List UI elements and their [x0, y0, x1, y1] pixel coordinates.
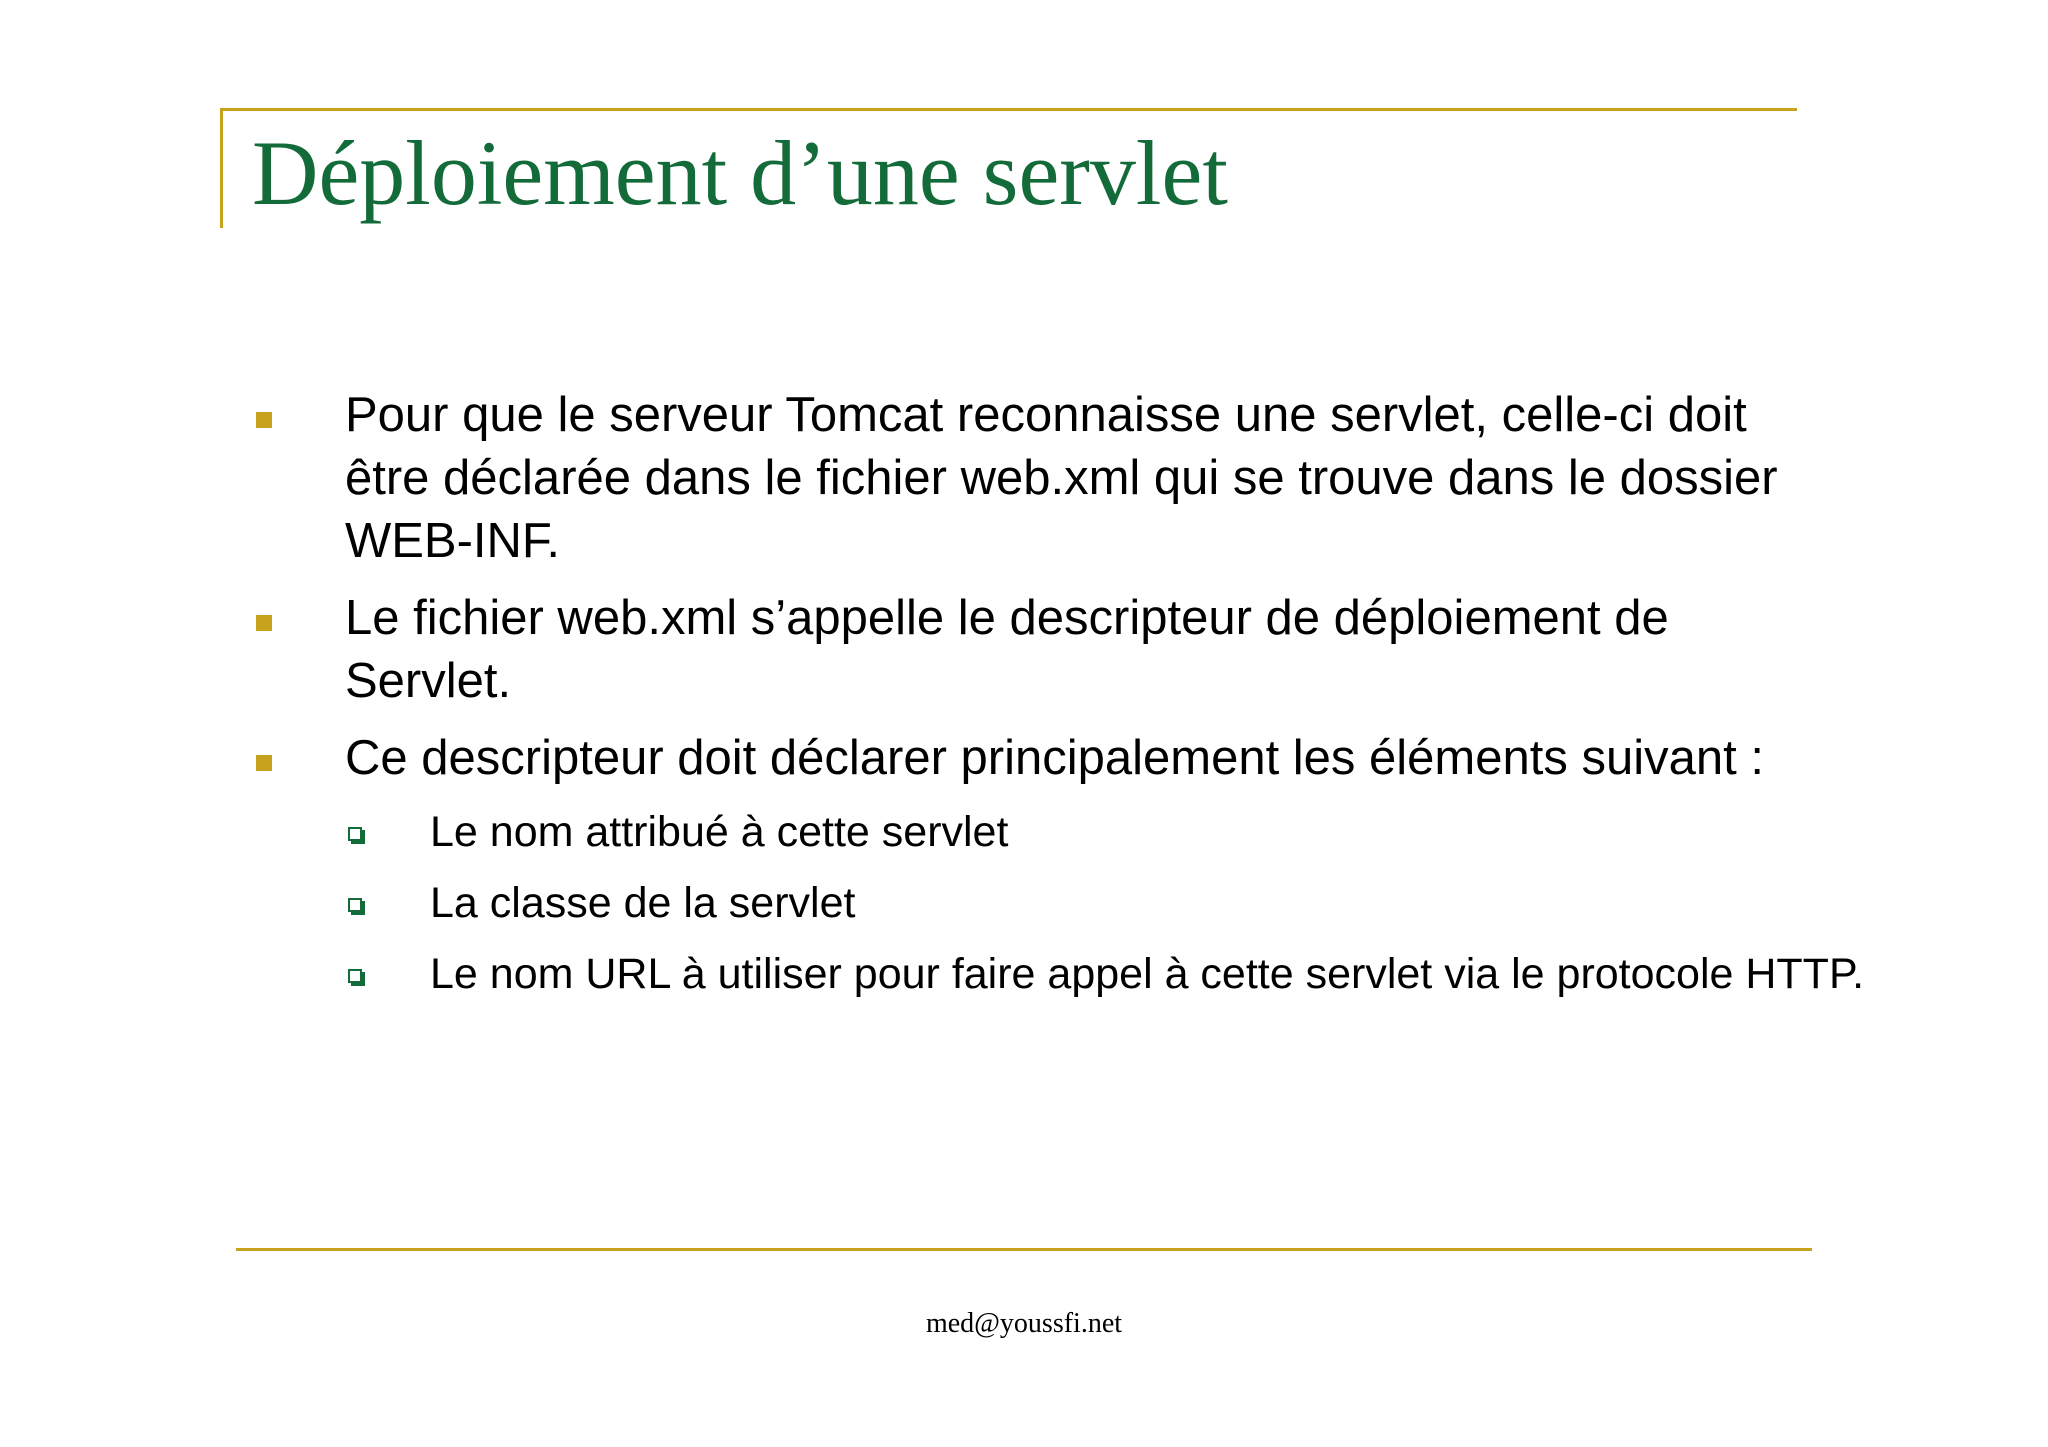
bullet-text-2: Le fichier web.xml s’appelle le descripteur de déploiement de Servlet. — [345, 591, 1669, 708]
sub-bullet-text-1: Le nom attribué à cette servlet — [430, 808, 1009, 856]
square-bullet-icon — [256, 412, 272, 428]
checkbox-bullet-icon — [348, 969, 362, 983]
bullet-text-3: Ce descripteur doit déclarer principalement les éléments suivant : — [345, 731, 1764, 785]
checkbox-bullet-icon — [348, 827, 362, 841]
title-frame-top-rule — [220, 108, 1797, 111]
square-bullet-icon — [256, 755, 272, 771]
footer-rule — [236, 1248, 1812, 1251]
sub-bullet-text-3: Le nom URL à utiliser pour faire appel à cette servlet via le protocole HTTP. — [430, 950, 1865, 998]
checkbox-bullet-icon — [348, 898, 362, 912]
square-bullet-icon — [256, 615, 272, 631]
bullet-item-1 — [250, 384, 1810, 573]
footer-email: med@youssfi.net — [925, 1308, 1123, 1339]
bullet-item-3 — [250, 727, 1810, 790]
sub-bullet-item-2 — [250, 875, 1810, 931]
slide-title: Déploiement d’une servlet — [252, 122, 1228, 224]
sub-bullet-list — [250, 804, 1865, 1002]
bullet-item-2 — [250, 587, 1810, 713]
sub-bullet-item-3 — [250, 946, 1865, 1002]
sub-bullet-text-2: La classe de la servlet — [430, 879, 856, 927]
slide-content — [250, 384, 1865, 1017]
bullet-text-1: Pour que le serveur Tomcat reconnaisse une servlet, celle-ci doit être déclarée dans le fichier web.xml qui se trouve dans le dossier WEB-INF. — [345, 388, 1778, 568]
sub-bullet-item-1 — [250, 804, 1810, 860]
title-frame-left-rule — [220, 108, 223, 228]
